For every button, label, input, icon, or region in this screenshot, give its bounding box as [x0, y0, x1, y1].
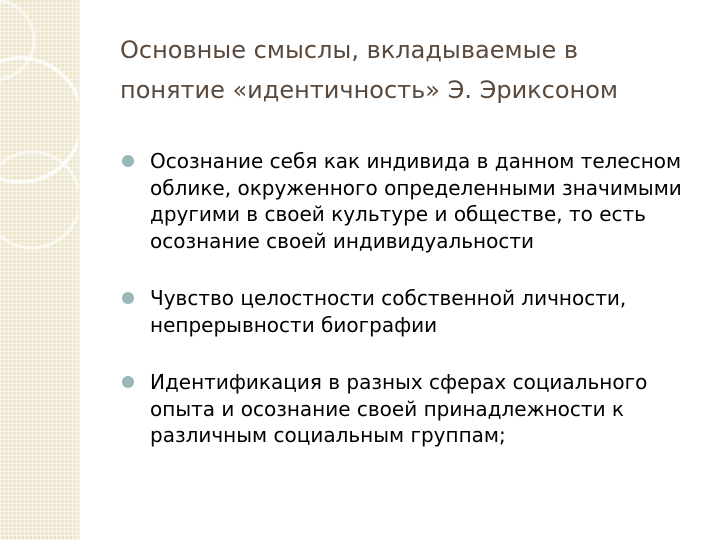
bullet-item [120, 148, 700, 254]
decorative-side-strip [0, 0, 78, 540]
bullet-list [120, 148, 700, 449]
side-strip-edge [78, 0, 80, 540]
bullet-dot-icon [122, 376, 134, 388]
bullet-text: Осознание себя как индивида в данном телесном облике, окруженного определенными значимыми другими в своей культуре и обществе, то есть осознание своей индивидуальности [150, 149, 682, 253]
bullet-item [120, 285, 700, 338]
decorative-circles-graphic [0, 0, 78, 540]
bullet-dot-icon [122, 292, 134, 304]
bullet-text: Идентификация в разных сферах социального опыта и осознание своей принадлежности к различным социальным группам; [150, 370, 648, 447]
bullet-item [120, 369, 700, 449]
bullet-text: Чувство целостности собственной личности, непрерывности биографии [150, 286, 627, 337]
bullet-dot-icon [122, 155, 134, 167]
slide-title: Основные смыслы, вкладываемые в понятие «идентичность» Э. Эриксоном [120, 36, 619, 104]
